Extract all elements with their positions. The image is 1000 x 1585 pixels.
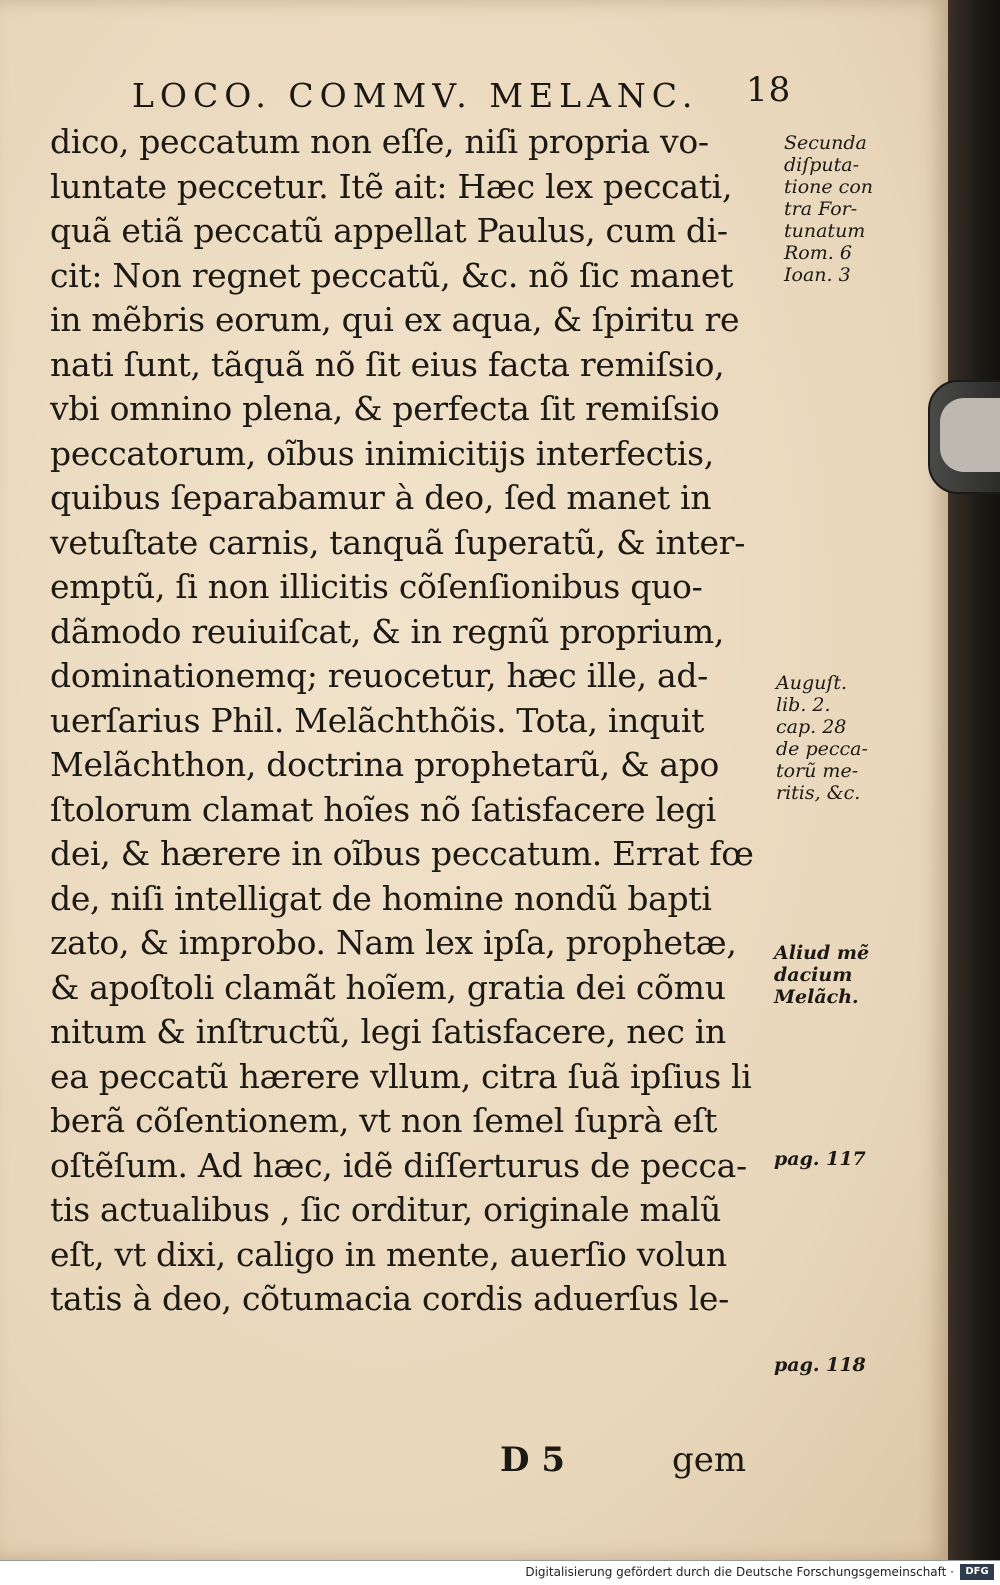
marginal-note-pag118	[774, 1354, 866, 1376]
catchline	[500, 1440, 760, 1486]
text-line: tatis à deo, cõtumacia cordis aduerſus le-	[50, 1279, 729, 1318]
text-line: vbi omnino plena, & perfecta ſit remiſsio	[50, 389, 720, 428]
catchword: gem	[672, 1440, 747, 1480]
main-text-block	[50, 120, 780, 1322]
text-line: dominationemq; reuocetur, hæc ille, ad-	[50, 656, 709, 695]
text-line: dãmodo reuiuiſcat, & in regnũ proprium,	[50, 611, 725, 651]
text-line: dico, peccatum non eſſe, niſi propria vo-	[50, 122, 709, 161]
text-line: zato, & improbo. Nam lex ipſa, prophetæ,	[50, 923, 737, 962]
page-number: 18	[746, 70, 792, 110]
margin-line: ritis, &c.	[776, 782, 861, 804]
margin-line: Melãch.	[774, 986, 859, 1008]
text-line: de, niſi intelligat de homine nondũ bapti	[50, 878, 712, 918]
text-line: quã etiã peccatũ appellat Paulus, cum di-	[50, 211, 728, 250]
dfg-logo: DFG	[960, 1564, 994, 1580]
funding-credit: Digitalisierung gefördert durch die Deutsche Forschungsgemeinschaft ·	[525, 1565, 954, 1579]
text-line: oſtẽſum. Ad hæc, idẽ diſſerturus de pecca-	[50, 1145, 747, 1185]
marginal-note-aliud	[774, 942, 869, 1008]
text-line: dei, & hærere in oĩbus peccatum. Errat fœ	[50, 834, 754, 873]
marginal-note-august	[776, 672, 868, 804]
margin-line: Aliud mẽ	[774, 942, 870, 964]
text-line: tis actualibus , ſic orditur, originale malũ	[50, 1190, 722, 1229]
text-line: cit: Non regnet peccatũ, &c. nõ ſic manet	[50, 255, 734, 295]
running-header	[132, 70, 792, 120]
margin-line: cap. 28	[776, 716, 847, 738]
margin-line: pag. 117	[774, 1148, 866, 1170]
text-line: emptũ, ſi non illicitis cõſenſionibus quo-	[50, 567, 703, 606]
text-line: berã cõſentionem, vt non ſemel ſuprà eſt	[50, 1101, 718, 1140]
margin-line: de pecca-	[776, 738, 868, 760]
text-line: nitum & inſtructũ, legi ſatisfacere, nec in	[50, 1012, 726, 1051]
text-line: vetuſtate carnis, tanquã ſuperatũ, & inter-	[50, 522, 746, 562]
text-line: peccatorum, oĩbus inimicitijs interfectis,	[50, 433, 714, 473]
text-line: Melãchthon, doctrina prophetarũ, & apo	[50, 745, 720, 784]
text-line: ea peccatũ hærere vllum, citra ſuã ipſius li	[50, 1056, 752, 1096]
marginal-note-secunda	[784, 132, 873, 286]
margin-line: Auguſt.	[776, 672, 848, 694]
running-title: LOCO. COMMV. MELANC.	[132, 76, 699, 115]
book-edge	[948, 0, 1000, 1560]
marginal-note-pag117	[774, 1148, 866, 1170]
text-line: ſtolorum clamat hoĩes nõ ſatisfacere legi	[50, 789, 717, 829]
margin-line: torũ me-	[776, 760, 859, 782]
margin-line: Secunda	[784, 132, 867, 154]
signature-mark: D 5	[500, 1440, 565, 1480]
margin-line: tra For-	[784, 198, 858, 220]
margin-line: tione con	[784, 176, 873, 198]
text-line: eſt, vt dixi, caligo in mente, auerſio volun	[50, 1234, 727, 1274]
text-line: quibus ſeparabamur à deo, ſed manet in	[50, 478, 712, 517]
clasp-plate	[940, 398, 1000, 472]
text-line: in mẽbris eorum, qui ex aqua, & ſpiritu re	[50, 300, 740, 339]
margin-line: tunatum	[784, 220, 866, 242]
margin-line: Ioan. 3	[784, 264, 851, 286]
digitization-footer	[0, 1560, 1000, 1585]
margin-line: lib. 2.	[776, 694, 831, 716]
text-line: uerſarius Phil. Melãchthõis. Tota, inquit	[50, 700, 705, 740]
text-line: luntate peccetur. Itẽ ait: Hæc lex peccati,	[50, 166, 733, 206]
text-line: & apoſtoli clamãt hoĩem, gratia dei cõmu	[50, 967, 726, 1007]
margin-line: pag. 118	[774, 1354, 866, 1376]
margin-line: diſputa-	[784, 154, 860, 176]
margin-line: Rom. 6	[784, 242, 852, 264]
margin-line: dacium	[774, 964, 853, 986]
text-line: nati ſunt, tãquã nõ ſit eius facta remiſsio,	[50, 344, 725, 384]
